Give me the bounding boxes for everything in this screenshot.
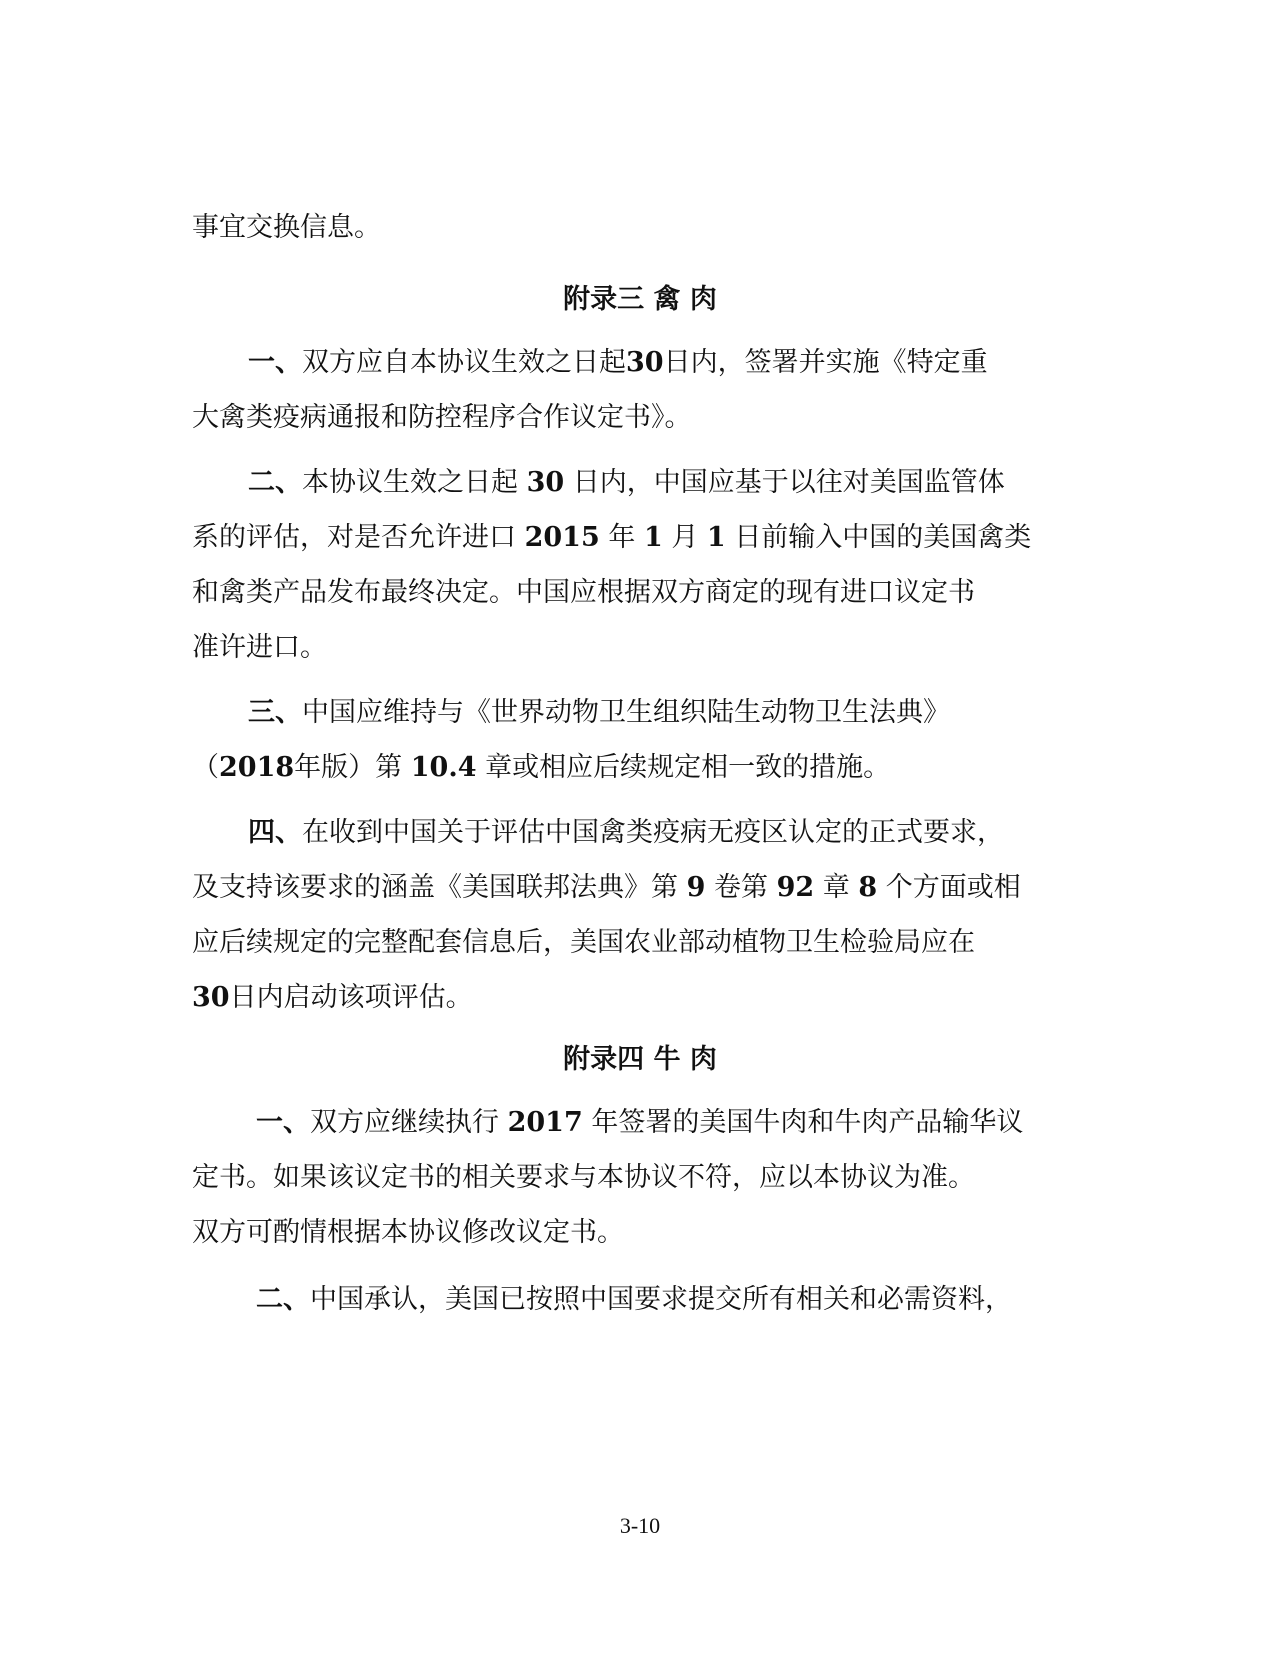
appendix-3-para-3-line-1: 三、中国应维持与《世界动物卫生组织陆生动物卫生法典》: [248, 697, 950, 728]
appendix-4-para-1-line-3: 双方可酌情根据本协议修改议定书。: [192, 1217, 624, 1248]
appendix-4-para-2-line-1: 二、中国承认，美国已按照中国要求提交所有相关和必需资料，: [256, 1284, 1012, 1315]
appendix-3-para-3-line-2: （2018年版）第 10.4 章或相应后续规定相一致的措施。: [192, 752, 891, 783]
page-number: 3-10: [619, 1513, 661, 1538]
appendix-3-para-4-line-1: 四、在收到中国关于评估中国禽类疫病无疫区认定的正式要求，: [248, 817, 1004, 848]
appendix-4-para-1-line-2: 定书。如果该议定书的相关要求与本协议不符，应以本协议为准。: [192, 1162, 975, 1193]
continuation-text: 事宜交换信息。: [192, 212, 381, 243]
appendix-3-para-2-line-1: 二、本协议生效之日起 30 日内，中国应基于以往对美国监管体: [248, 467, 1005, 498]
appendix-3-heading: 附录三 禽 肉: [563, 284, 717, 315]
appendix-3-para-4-line-3: 应后续规定的完整配套信息后，美国农业部动植物卫生检验局应在: [192, 927, 975, 958]
appendix-3-para-2-line-3: 和禽类产品发布最终决定。中国应根据双方商定的现有进口议定书: [192, 577, 975, 608]
appendix-3-para-2-line-2: 系的评估，对是否允许进口 2015 年 1 月 1 日前输入中国的美国禽类: [192, 522, 1032, 553]
appendix-3-para-4-line-4: 30日内启动该项评估。: [192, 982, 473, 1013]
appendix-3-para-4-line-2: 及支持该要求的涵盖《美国联邦法典》第 9 卷第 92 章 8 个方面或相: [192, 872, 1021, 903]
appendix-4-para-1-line-1: 一、双方应继续执行 2017 年签署的美国牛肉和牛肉产品输华议: [256, 1107, 1024, 1138]
appendix-3-para-1-line-2: 大禽类疫病通报和防控程序合作议定书》。: [192, 402, 692, 433]
appendix-4-heading: 附录四 牛 肉: [563, 1044, 717, 1075]
appendix-3-para-1-line-1: 一、双方应自本协议生效之日起30日内，签署并实施《特定重: [248, 347, 988, 378]
appendix-3-para-2-line-4: 准许进口。: [192, 632, 327, 663]
